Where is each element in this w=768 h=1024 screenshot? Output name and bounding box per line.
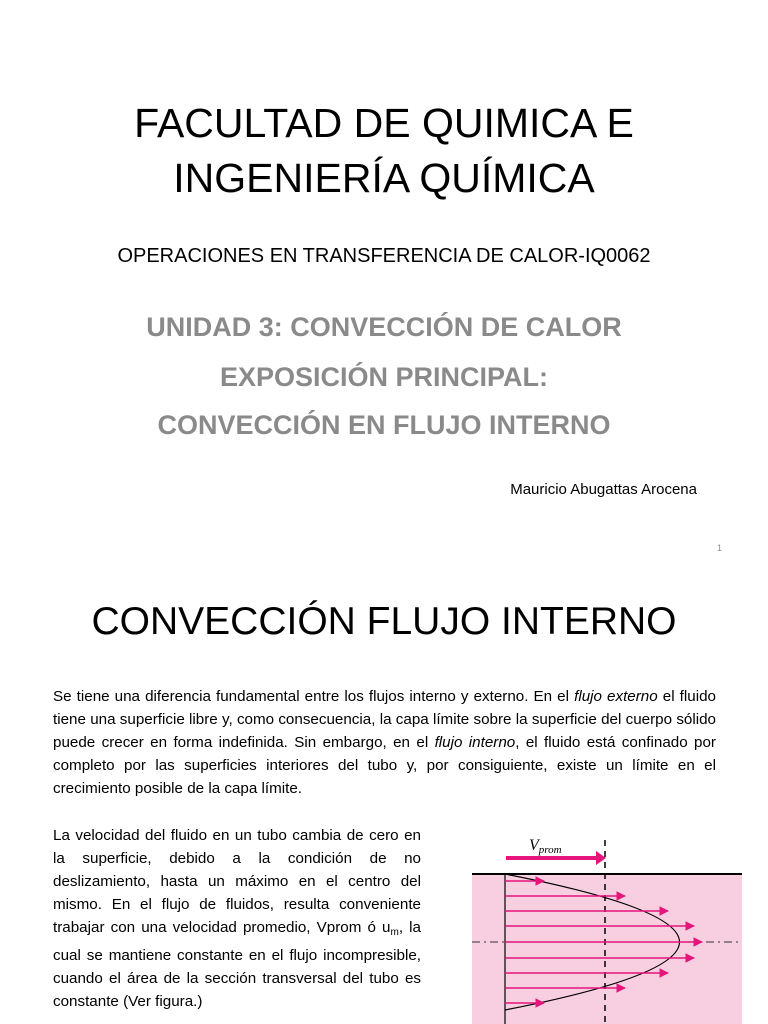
para2-text-2: , la cual se mantiene constante en el flujo incompresible, cuando el área de la sección transversal del tubo es constante (Ver figura.) bbox=[53, 919, 421, 1010]
para1-text-3: , el fluido está confinado por completo por las superficies interiores del tubo y, por consiguiente, existe un límite en el crecimiento posible de la capa límite. bbox=[53, 734, 716, 797]
para1-text-2: el fluido tiene una superficie libre y, como consecuencia, la capa límite sobre la superficie del cuerpo sólido puede crecer en forma indefinida. Sin embargo, en el bbox=[53, 688, 716, 751]
unit-title: UNIDAD 3: CONVECCIÓN DE CALOR bbox=[146, 312, 622, 342]
page-number: 1 bbox=[716, 543, 722, 553]
velocity-profile-figure bbox=[472, 828, 742, 1024]
vprom-label: Vprom bbox=[529, 837, 562, 856]
para1-text-1: Se tiene una diferencia fundamental entre los flujos interno y externo. En el bbox=[53, 688, 575, 705]
author-name: Mauricio Abugattas Arocena bbox=[510, 481, 697, 498]
course-name: OPERACIONES EN TRANSFERENCIA DE CALOR-IQ0062 bbox=[117, 245, 651, 267]
intro-paragraph bbox=[53, 685, 716, 800]
content-slide bbox=[0, 570, 768, 1024]
topic-title: CONVECCIÓN EN FLUJO INTERNO bbox=[157, 410, 611, 440]
slide-title: CONVECCIÓN FLUJO INTERNO bbox=[91, 600, 677, 643]
faculty-title-line2: INGENIERÍA QUÍMICA bbox=[173, 155, 595, 201]
exposition-label: EXPOSICIÓN PRINCIPAL: bbox=[219, 362, 549, 392]
para1-italic-1: flujo externo bbox=[574, 688, 658, 705]
para2-text-1: La velocidad del fluido en un tubo cambia de cero en la superficie, debido a la condición de no deslizamiento, hasta un máximo en el centro del mismo. En el flujo de fluidos, resulta conveniente trabajar con una velocidad promedio, Vprom ó u bbox=[53, 827, 421, 936]
para2-subscript: m bbox=[390, 927, 399, 938]
velocity-profile-svg bbox=[472, 828, 742, 1024]
para1-italic-2: flujo interno bbox=[434, 734, 516, 751]
faculty-title bbox=[0, 96, 768, 206]
velocity-paragraph bbox=[53, 824, 421, 1013]
faculty-title-line1: FACULTAD DE QUIMICA E bbox=[134, 100, 634, 146]
